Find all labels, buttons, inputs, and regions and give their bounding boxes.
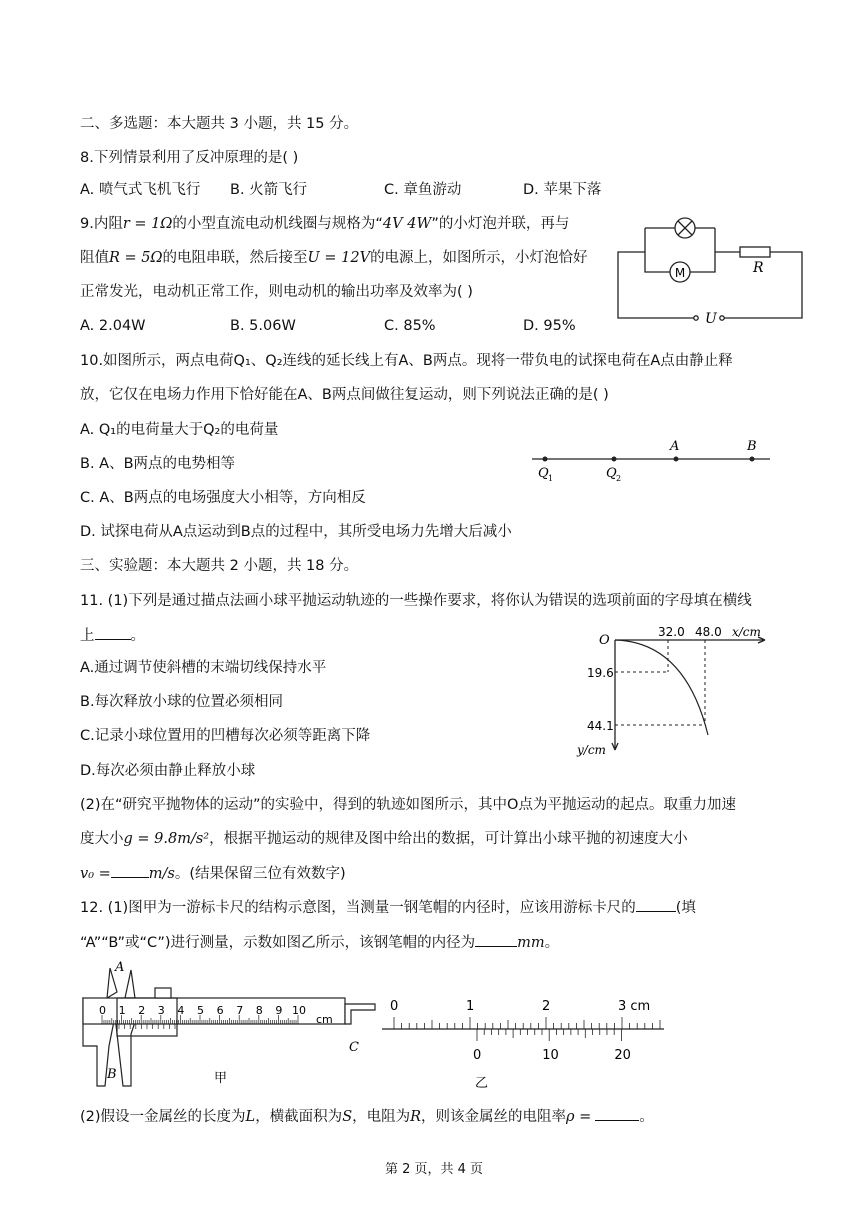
lock-screw: [155, 988, 171, 998]
q2-subscript: 2: [616, 474, 622, 483]
q9-line-3: 正常发光，电动机正常工作，则电动机的输出功率及效率为( ): [80, 284, 473, 300]
q11-part2-line-3: v₀ = m/s。(结果保留三位有效数字): [80, 863, 346, 884]
q11-option-c: C.记录小球位置用的凹槽每次必须等距离下降: [80, 728, 371, 744]
jia-scale-label: 10: [292, 1004, 306, 1017]
section-3-title: 三、实验题：本大题共 2 小题，共 18 分。: [80, 558, 359, 574]
vernier-reading-yi: [382, 992, 667, 1092]
origin-label: O: [599, 633, 610, 648]
q9-option-d: D. 95%: [523, 318, 576, 334]
figure-jia-label: 甲: [214, 1071, 228, 1086]
q10-line-2: 放，它仅在电场力作用下恰好能在A、B两点间做往复运动，则下列说法正确的是( ): [80, 387, 609, 403]
q8-stem: 8.下列情景利用了反冲原理的是( ): [80, 150, 299, 166]
jia-scale-label: 7: [236, 1004, 244, 1017]
a-label: A: [670, 439, 680, 454]
x-tick-48: 48.0: [695, 625, 722, 639]
q10-charges-diagram: [530, 436, 775, 486]
q8-option-c: C. 章鱼游动: [384, 182, 462, 198]
jia-scale-label: 4: [177, 1004, 185, 1017]
x-axis-label: x/cm: [732, 625, 761, 639]
q11-option-a: A.通过调节使斜槽的末端切线保持水平: [80, 660, 327, 676]
q11-answer-blank-1: [95, 625, 131, 640]
q11-trajectory-graph: [565, 622, 775, 762]
depth-rod: [345, 1004, 375, 1024]
jia-scale-label: 3: [157, 1004, 165, 1017]
q10-option-d: D. 试探电荷从A点运动到B点的过程中，其所受电场力先增大后减小: [80, 524, 512, 540]
jia-scale-label: 9: [275, 1004, 283, 1017]
jaw-a-label: A: [115, 960, 125, 975]
q10-option-a: A. Q₁的电荷量大于Q₂的电荷量: [80, 422, 279, 438]
q10-line-1: 10.如图所示，两点电荷Q₁、Q₂连线的延长线上有A、B两点。现将一带负电的试探电荷在A点由静止释: [80, 353, 733, 369]
jia-scale-label: 5: [197, 1004, 204, 1017]
q9-option-b: B. 5.06W: [230, 318, 296, 334]
y-axis-label: y/cm: [577, 743, 606, 757]
yi-vernier-label: 10: [542, 1048, 559, 1063]
yi-main-label: 3 cm: [618, 999, 651, 1014]
inner-jaw-movable: [125, 970, 135, 998]
q11-answer-blank-2: [111, 863, 149, 878]
q9-line-1: 9.内阻r = 1Ω的小型直流电动机线圈与规格为“4V 4W”的小灯泡并联，再与: [80, 216, 570, 232]
q11-line-2: 上 。: [80, 625, 145, 646]
caliper-diagram-jia: [75, 958, 380, 1090]
q1-label: Q: [538, 466, 549, 481]
yi-main-label: 2: [542, 999, 551, 1014]
q8-option-a: A. 喷气式飞机飞行: [80, 182, 201, 198]
source-label: U: [705, 311, 717, 327]
q11-option-b: B.每次释放小球的位置必须相同: [80, 694, 284, 710]
q12-line-2: “A”“B”或“C”)进行测量，示数如图乙所示，该钢笔帽的内径为 mm。: [80, 932, 559, 953]
q12-answer-blank-2: [475, 932, 517, 947]
b-label: B: [747, 439, 757, 454]
figure-yi-label: 乙: [475, 1076, 489, 1091]
y-tick-44-1: 44.1: [587, 719, 614, 733]
q9-option-a: A. 2.04W: [80, 318, 146, 334]
jia-scale-label: 6: [216, 1004, 224, 1017]
q11-option-d: D.每次必须由静止释放小球: [80, 763, 256, 779]
yi-vernier-label: 20: [614, 1048, 631, 1063]
resistor-label: R: [753, 260, 764, 276]
resistor-icon: [740, 247, 770, 257]
yi-main-label: 0: [390, 999, 399, 1014]
section-2-title: 二、多选题：本大题共 3 小题，共 15 分。: [80, 116, 359, 132]
q11-part2-line-1: (2)在“研究平抛物体的运动”的实验中，得到的轨迹如图所示，其中O点为平抛运动的起点。取重力加速: [80, 797, 736, 813]
motor-label: M: [674, 266, 686, 280]
q12-line-1: 12. (1)图甲为一游标卡尺的结构示意图，当测量一钢笔帽的内径时，应该用游标卡尺的 (填: [80, 897, 696, 918]
jia-scale-label: 1: [118, 1004, 126, 1017]
q8-option-b: B. 火箭飞行: [230, 182, 308, 198]
outer-jaw-movable: [115, 1016, 137, 1086]
q11-part2-line-2: 度大小g = 9.8m/s²，根据平抛运动的规律及图中给出的数据，可计算出小球平抛的初速度大小: [80, 831, 688, 847]
y-tick-19-6: 19.6: [587, 666, 614, 680]
jaw-b-label: B: [107, 1067, 117, 1082]
q12-answer-blank-1: [636, 897, 676, 912]
q9-circuit-diagram: [610, 210, 810, 330]
q10-option-b: B. A、B两点的电势相等: [80, 456, 236, 472]
rod-c-label: C: [349, 1040, 359, 1055]
jia-scale-label: 0: [99, 1004, 106, 1017]
yi-main-label: 1: [466, 999, 475, 1014]
q12-part2: (2)假设一金属丝的长度为L，横截面积为S，电阻为R，则该金属丝的电阻率ρ = 。: [80, 1106, 654, 1127]
yi-vernier-label: 0: [473, 1048, 482, 1063]
page-footer: 第 2 页，共 4 页: [384, 1162, 484, 1177]
q12-answer-blank-3: [595, 1106, 639, 1121]
q9-line-2: 阻值R = 5Ω的电阻串联，然后接至U = 12V的电源上，如图所示，小灯泡恰好: [80, 250, 588, 266]
q8-option-d: D. 苹果下落: [523, 182, 602, 198]
jia-scale-label: 2: [138, 1004, 146, 1017]
x-tick-32: 32.0: [658, 625, 685, 639]
q11-line-1: 11. (1)下列是通过描点法画小球平抛运动轨迹的一些操作要求，将你认为错误的选项前面的字母填在横线: [80, 593, 752, 609]
jia-scale-label: 8: [255, 1004, 263, 1017]
jia-unit-cm: cm: [316, 1013, 333, 1026]
q1-subscript: 1: [548, 474, 554, 483]
q9-option-c: C. 85%: [384, 318, 436, 334]
q2-label: Q: [606, 466, 617, 481]
q10-option-c: C. A、B两点的电场强度大小相等，方向相反: [80, 490, 366, 506]
